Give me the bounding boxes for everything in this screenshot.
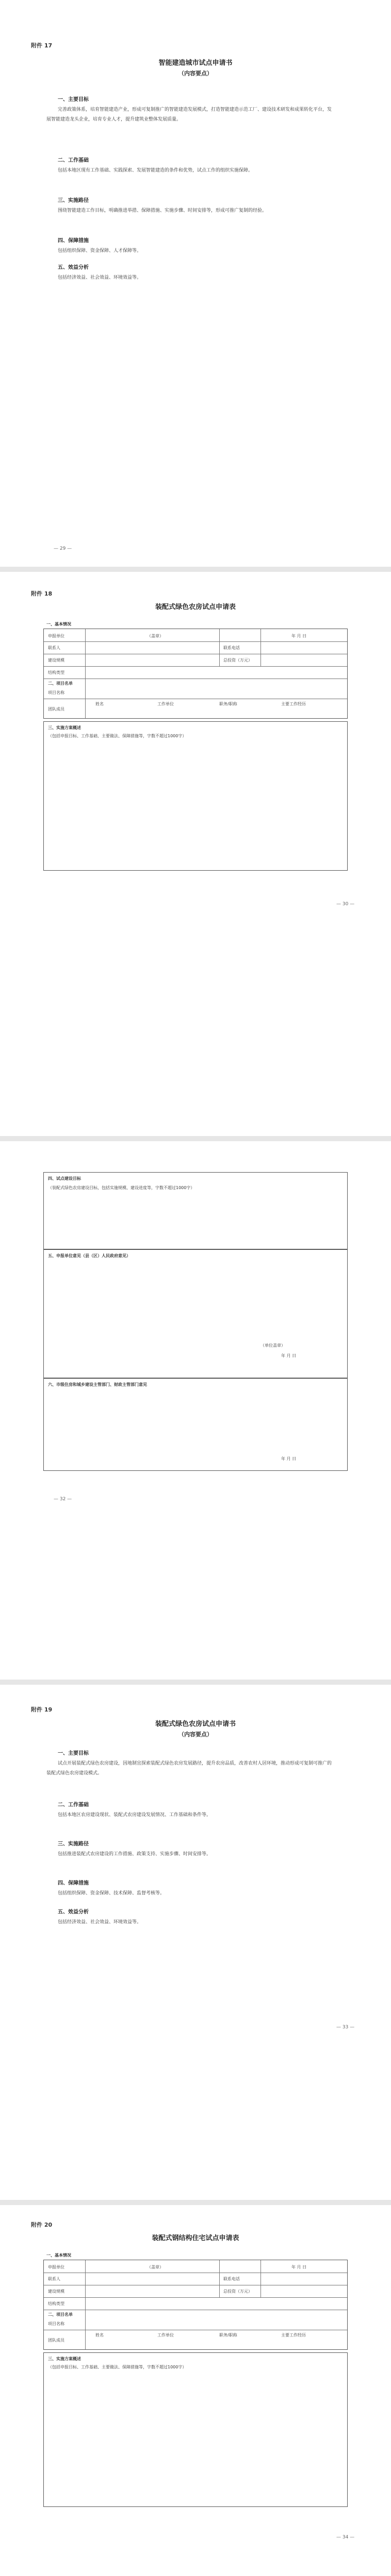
overview-table [43, 721, 348, 871]
paragraph: 完善政策体系，培育智能建造产业，形成可复制推广的智能建造发展模式，打造智能建造示范工厂、建设技术研发和成果转化平台，发展智能建造龙头企业，培育专业人才，提升建筑业整体发展质量。 [46, 107, 332, 122]
paragraph: 包括组织保障、资金保障、技术保障、监督考核等。 [58, 1891, 165, 1896]
page-4 [0, 1685, 391, 2200]
page-subtitle: （内容要点） [178, 1731, 213, 1738]
paragraph: 包括本地区农房建设现状、装配式农房建设发展情况、工作基础和条件等。 [58, 1812, 211, 1818]
section-heading: 五、效益分析 [58, 265, 89, 270]
paragraph: 围绕智能建造工作目标，明确推进举措、保障措施、实施步骤、时间安排等，形成可推广复制的经验。 [58, 208, 267, 213]
table-row [44, 666, 347, 679]
label-type: 结构类型 [48, 2301, 64, 2306]
table-row [44, 641, 347, 654]
label-area: 建设规模 [48, 658, 64, 663]
label-team: 团队成员 [48, 2338, 64, 2343]
table-row [44, 2285, 347, 2297]
paragraph: 包括本地区现有工作基础、实践探索、发展智能建造的条件和优势，试点工作的组织实施保障。 [58, 168, 253, 173]
page-2 [0, 572, 391, 1136]
section-3-label: 三、实施方案概述 [48, 725, 81, 730]
section-2-label: 二、项目名单 [48, 681, 73, 686]
attachment-label: 附件 20 [31, 2222, 53, 2228]
page-number: — 32 — [54, 1497, 72, 1502]
paragraph: 包括经济效益、社会效益、环境效益等。 [58, 275, 142, 280]
label-name: 姓名 [95, 2333, 104, 2337]
attachment-label: 附件 17 [31, 42, 53, 49]
label-total: 总投资（万元） [223, 2289, 252, 2294]
section-heading: 一、主要目标 [58, 1751, 89, 1756]
label-project-names: 项目名称 [48, 2321, 64, 2326]
form-section: 一、基本情况 [46, 2253, 71, 2258]
date-note: 年 月 日 [281, 1456, 297, 1461]
label-apply: 申报单位 [48, 2265, 64, 2269]
section-heading: 五、效益分析 [58, 1909, 89, 1915]
paragraph: 包括经济效益、社会效益、环境效益等。 [58, 1920, 142, 1925]
section-2-label: 二、项目名单 [48, 2312, 73, 2317]
page-number: — 33 — [336, 2025, 355, 2030]
goal-table [43, 1172, 348, 1249]
stamp-note: （盖章） [147, 634, 164, 638]
label-contact: 联系人 [48, 2277, 60, 2281]
section-heading: 二、工作基础 [58, 1802, 89, 1808]
form-section: 一、基本情况 [46, 622, 71, 626]
overview-instruction: （包括申报目标、工作基础、主要做法、保障措施等，字数不超过1000字） [48, 734, 187, 738]
section-5-label: 五、申报单位意见（县（区）人民政府意见） [48, 1253, 131, 1258]
page-5 [0, 2205, 391, 2576]
label-work: 工作单位 [157, 2333, 174, 2337]
page-title: 智能建造城市试点申请书 [158, 59, 233, 67]
paragraph: 包括组织保障、资金保障、人才保障等。 [58, 248, 142, 253]
section-heading: 四、保障措施 [58, 238, 89, 244]
stamp-note: （盖章） [147, 2265, 164, 2269]
page-number: — 29 — [54, 546, 72, 551]
label-phone: 联系电话 [223, 2277, 240, 2281]
label-exp: 主要工作经历 [281, 2333, 306, 2337]
attachment-label: 附件 19 [31, 1706, 53, 1713]
label-duty: 职务/职称 [219, 2333, 237, 2337]
label-project-names: 项目名称 [48, 690, 64, 695]
section-heading: 三、实施路径 [58, 198, 89, 204]
label-exp: 主要工作经历 [281, 702, 306, 706]
label-total: 总投资（万元） [223, 658, 252, 663]
opinion-table [43, 1249, 348, 1378]
section-4-label: 四、试点建设目标 [48, 1176, 81, 1181]
label-name: 姓名 [95, 702, 104, 706]
table-row [44, 2297, 347, 2310]
label-type: 结构类型 [48, 670, 64, 675]
section-heading: 一、主要目标 [58, 97, 89, 103]
application-table [43, 2260, 348, 2350]
application-table [43, 629, 348, 719]
page-3 [0, 1141, 391, 1680]
page-title: 装配式绿色农房试点申请书 [155, 1720, 236, 1728]
form-title: 装配式钢结构住宅试点申请表 [152, 2234, 239, 2242]
label-duty: 职务/职称 [219, 702, 237, 706]
page-separator [0, 1136, 391, 1141]
label-contact: 联系人 [48, 646, 60, 650]
section-3-label: 三、实施方案概述 [48, 2357, 81, 2361]
label-area: 建设规模 [48, 2289, 64, 2294]
page-separator [0, 2200, 391, 2205]
label-phone: 联系电话 [223, 646, 240, 650]
seal-note: （单位盖章） [260, 1343, 285, 1348]
label-team: 团队成员 [48, 707, 64, 711]
page-number: — 30 — [336, 902, 355, 907]
form-title: 装配式绿色农房试点申请表 [155, 603, 236, 611]
paragraph: 包括推进装配式农房建设的工作措施、政策支持、实施步骤、时间安排等。 [58, 1852, 211, 1857]
page-1 [0, 0, 391, 567]
page-separator [0, 1680, 391, 1685]
date-note: 年 月 日 [291, 2265, 307, 2269]
paragraph: 试点开展装配式绿色农房建设，因地制宜探索装配式绿色农房发展路径，提升农房品质，改善农村人居环境，推动形成可复制可推广的装配式绿色农房建设模式。 [46, 1761, 332, 1776]
section-heading: 二、工作基础 [58, 158, 89, 163]
table-row [44, 2273, 347, 2285]
city-opinion-table [43, 1378, 348, 1471]
attachment-label: 附件 18 [31, 590, 53, 597]
section-heading: 三、实施路径 [58, 1841, 89, 1847]
section-heading: 四、保障措施 [58, 1880, 89, 1886]
page-subtitle: （内容要点） [178, 70, 213, 77]
table-row [44, 654, 347, 666]
page-number: — 34 — [336, 2535, 355, 2540]
label-work: 工作单位 [157, 702, 174, 706]
overview-table [43, 2352, 348, 2507]
date-note: 年 月 日 [281, 1353, 297, 1358]
section-6-label: 六、市级住房和城乡建设主管部门、财政主管部门意见 [48, 1382, 147, 1387]
label-apply: 申报单位 [48, 634, 64, 638]
page-separator [0, 567, 391, 572]
goal-instruction: （装配式绿色农房建设目标，包括实施规模、建设进度等，字数不超过1000字） [48, 1185, 195, 1190]
overview-instruction: （包括申报目标、工作基础、主要做法、保障措施等，字数不超过1000字） [48, 2365, 187, 2369]
date-note: 年 月 日 [291, 634, 307, 638]
